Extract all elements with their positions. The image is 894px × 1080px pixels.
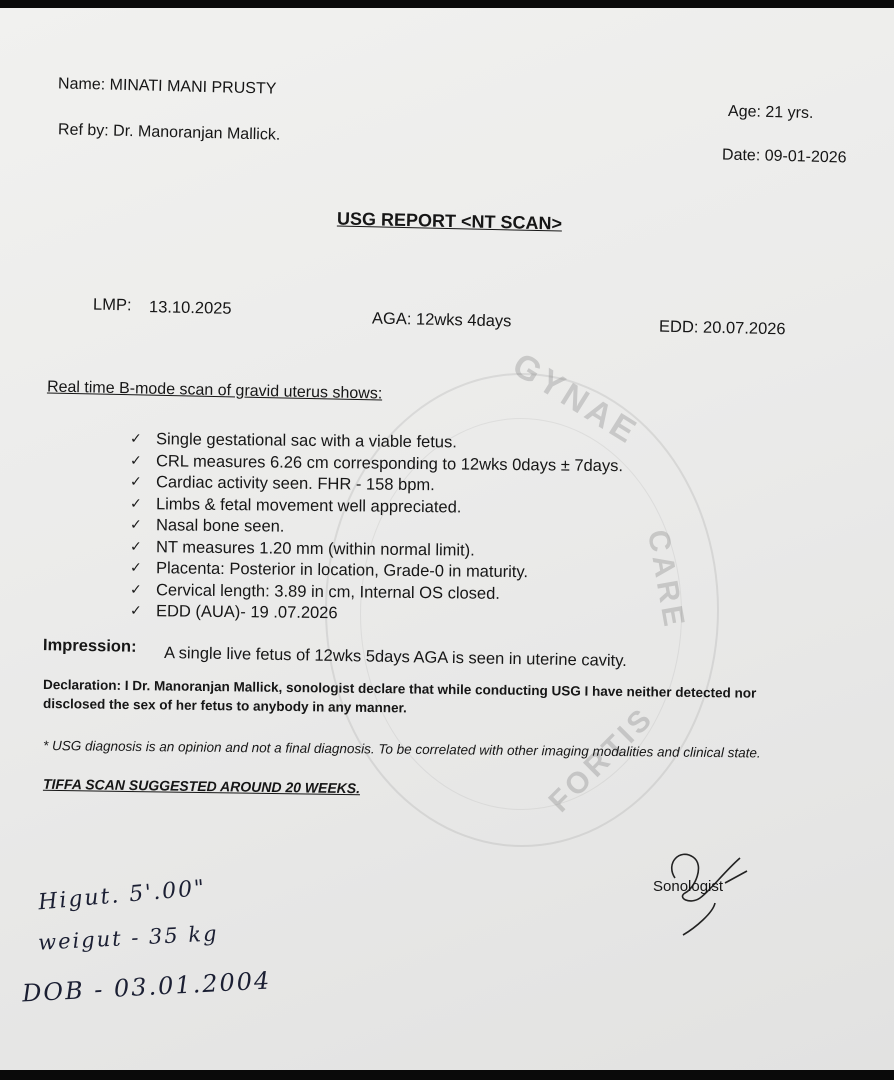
handwritten-height: Higut. 5'.00" (37, 875, 208, 916)
check-icon: ✓ (129, 473, 142, 490)
tiffa-suggestion: TIFFA SCAN SUGGESTED AROUND 20 WEEKS. (42, 775, 361, 797)
check-icon: ✓ (129, 559, 142, 576)
check-icon: ✓ (129, 602, 142, 619)
check-icon: ✓ (129, 537, 142, 554)
check-icon: ✓ (129, 494, 142, 511)
disclaimer-note: * USG diagnosis is an opinion and not a final diagnosis. To be correlated with other imaging modalities and clinical state. (42, 738, 761, 761)
report-date: Date: 09-01-2026 (721, 146, 847, 167)
check-icon: ✓ (129, 580, 142, 597)
check-icon: ✓ (129, 430, 142, 447)
stamp-text-top: GYNAE (505, 345, 646, 453)
declaration-line-2: disclosed the sex of her fetus to anybody in any manner. (42, 696, 407, 716)
stamp-text-bottom: FORTIS (542, 700, 661, 819)
lmp-label: LMP: (92, 295, 132, 315)
patient-age: Age: 21 yrs. (727, 102, 814, 123)
referred-by: Ref by: Dr. Manoranjan Mallick. (57, 121, 281, 144)
handwritten-weight: weigut - 35 kg (37, 921, 220, 955)
declaration-line-1: Declaration: I Dr. Manoranjan Mallick, sonologist declare that while conducting USG I have neither detected nor (42, 677, 757, 701)
patient-name: Name: MINATI MANI PRUSTY (57, 75, 277, 98)
impression-label: Impression: (42, 636, 137, 656)
signature-label: Sonologist (653, 878, 724, 895)
report-title: USG REPORT <NT SCAN> (336, 208, 563, 234)
handwritten-dob: DOB - 03.01.2004 (21, 966, 272, 1008)
impression-text: A single live fetus of 12wks 5days AGA is seen in uterine cavity. (163, 643, 627, 671)
check-icon: ✓ (129, 451, 142, 468)
aga-value: AGA: 12wks 4days (371, 309, 512, 331)
report-page (0, 8, 894, 1070)
stamp-text-right: CARE (640, 527, 692, 633)
findings-intro: Real time B-mode scan of gravid uterus shows: (46, 378, 383, 403)
check-icon: ✓ (129, 516, 142, 533)
edd-value: EDD: 20.07.2026 (658, 317, 786, 339)
lmp-value: 13.10.2025 (148, 298, 232, 318)
